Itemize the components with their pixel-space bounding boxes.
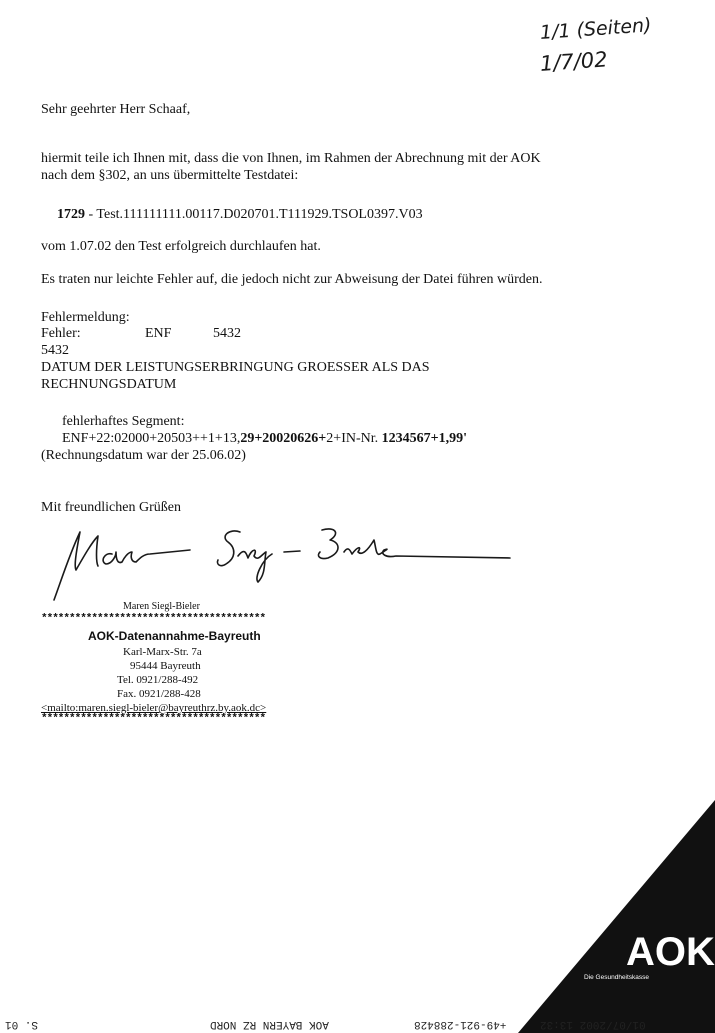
- logo-tagline: Die Gesundheitskasse: [584, 974, 650, 981]
- segment-value: [62, 431, 467, 447]
- closing: Mit freundlichen Grüßen: [41, 500, 181, 515]
- logo-triangle: [518, 800, 715, 1033]
- fax-number-footer: +49-921-288428: [414, 1018, 507, 1030]
- paragraph-3: Es traten nur leichte Fehler auf, die jedoch nicht zur Abweisung der Datei führen würden.: [41, 272, 543, 287]
- error-heading: Fehlermeldung:: [41, 310, 130, 325]
- segment-bold-2: 1234567+1,99': [381, 431, 468, 446]
- phone-number: Tel. 0921/288-492: [117, 674, 199, 686]
- segment-heading: fehlerhaftes Segment:: [62, 414, 185, 429]
- invoice-date-note: (Rechnungsdatum war der 25.06.02): [41, 448, 246, 463]
- segment-bold-1: 29+20020626+: [240, 431, 327, 446]
- paragraph-2: vom 1.07.02 den Test erfolgreich durchlaufen hat.: [41, 239, 321, 254]
- fax-number: Fax. 0921/288-428: [117, 688, 201, 700]
- error-label: Fehler:: [41, 326, 81, 341]
- handwritten-date-note: 1/7/02: [539, 47, 609, 76]
- segment-part-1: ENF+22:02000+20503++1+13,: [62, 431, 241, 446]
- handwritten-page-note: 1/1 (Seiten): [539, 14, 653, 44]
- test-file-name: [57, 207, 423, 223]
- separator-stars-top: ****************************************: [41, 613, 266, 625]
- aok-logo: [518, 800, 715, 1033]
- logo-text: AOK: [626, 930, 715, 974]
- fax-datetime: 01/07/2002 13:32: [540, 1018, 646, 1030]
- error-message-line-1: DATUM DER LEISTUNGSERBRINGUNG GROESSER ALS DAS: [41, 360, 430, 375]
- email-link[interactable]: <mailto:maren.siegl-bieler@bayreuthrz.by.aok.dc>: [41, 702, 267, 714]
- error-message-line-2: RECHNUNGSDATUM: [41, 377, 177, 392]
- handwritten-signature: [40, 518, 520, 603]
- error-code: 5432: [213, 326, 241, 341]
- file-name-text: - Test.111111111.00117.D020701.T111929.TSOL0397.V03: [85, 207, 423, 222]
- error-code-repeat: 5432: [41, 343, 69, 358]
- paragraph-1-line-1: hiermit teile ich Ihnen mit, dass die von Ihnen, im Rahmen der Abrechnung mit der AOK: [41, 151, 541, 166]
- address-street: Karl-Marx-Str. 7a: [123, 646, 202, 658]
- error-type: ENF: [145, 326, 172, 341]
- separator-stars-bottom: ****************************************: [41, 713, 266, 725]
- company-name: AOK-Datenannahme-Bayreuth: [88, 629, 261, 643]
- signer-name: Maren Siegl-Bieler: [123, 601, 200, 612]
- fax-sender: AOK BAYERN RZ NORD: [210, 1018, 329, 1030]
- address-city: 95444 Bayreuth: [130, 660, 201, 672]
- fax-page: S. 01: [5, 1018, 39, 1030]
- paragraph-1-line-2: nach dem §302, an uns übermittelte Testdatei:: [41, 168, 299, 183]
- salutation: Sehr geehrter Herr Schaaf,: [41, 102, 191, 117]
- file-prefix: 1729: [57, 207, 85, 222]
- segment-part-2: 2+IN-Nr.: [326, 431, 382, 446]
